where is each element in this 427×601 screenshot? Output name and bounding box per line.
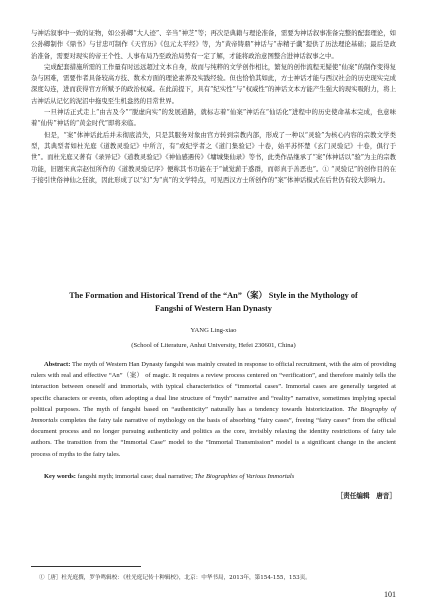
author-affiliation: (School of Literature, Anhui University, Hefei 230601, China) [131, 342, 296, 349]
keywords [31, 471, 396, 482]
page-number: 101 [384, 590, 396, 599]
abstract-label: Abstract: [44, 361, 71, 368]
english-title-line-2: Fangshi of Western Han Dynasty [155, 303, 272, 313]
chinese-body-text [31, 28, 396, 186]
paragraph-2: 完成配套措施所需的工作量有时远远超过文本自身，故而与纯粹的文学创作相比，繁复的创作流程无疑使“仙案”的制作变得复杂与困难，需要作者具备较高方技、数术方面的理论素养及实践经验。但也恰恰其如此，方士神话才能与西汉社会的历史现实完成深度勾连，进而获得官方所赋予的政治权威。在此前提下，具有“纪实性”与“权威性”的神话文本方能产生强大的现实吸附力，将上古神话从记忆的泥沼中拖曳至生机盎然的目常世界。 [31, 62, 396, 105]
english-title [31, 290, 396, 315]
abstract-book-title: The Biography of Immortals [31, 405, 396, 425]
paragraph-1: 与神话叙事中一致的证物，如公孙卿“大人迹”、辛当“神芝”等；再次是典籍与理论准备，需要为神话叙事准备完整的配套理论，如公孙卿制作《鼎书》与甘忠可制作《天官历》《包元太平经》等，为“黄帝铸鼎”神话与“赤精子谶”提供了历法理论基础；最后是政治准备，需要对现实的帝王个性、人事布局乃至政治局势有一定了解，才能将政治意图整合进神话叙事之中。 [31, 29, 396, 60]
keywords-label: Key words: [44, 473, 76, 480]
english-title-line-1: The Formation and Historical Trend of the “An”（案） Style in the Mythology of [69, 291, 358, 300]
author-name: YANG Ling-xiao [190, 327, 237, 334]
footnote-divider [31, 566, 141, 567]
page-content [31, 28, 396, 599]
paragraph-3: 一旦神话正式走上“由古及今”“脱虚向实”的发展道路，就标志着“仙案”神话在“仙话化”进程中的历史使命基本完成，也意味着“仙传”神话的“黄金时代”即将来临。 [31, 108, 396, 128]
keywords-text: fangshi myth; immortal case; dual narrative; [75, 473, 195, 480]
paragraph-4: 但是，“案”体神话此后并未彻底消失，只是其服务对象由官方转到宗教内部，形成了一种以“灵验”为核心内容的宗教文学类型，其典型者如杜光庭《道教灵验记》中所言，有“或纪学者之《道门集验记》十卷，始平苏怀楚《玄门灵验记》十卷，俱行于世”。而杜光庭又著有《录异记》《道教灵验记》《神仙感遇传》《墉城集仙录》等书，此类作品继承了“案”体神话以“验”为主的宗教功能，旧题宋真宗赵恒所作的《道教灵验记序》便称其书功能在于“诚觉薪于惑群，而彰真于善恶也”。① “灵验记”的创作目的在于接引世俗神仙之狂欲，因此形成了以“幻”为“真”的文学特点，可见西汉方士所创作的“案”体神话模式在后世仍有较大影响力。 [31, 130, 396, 184]
keywords-book-title: The Biographies of Various Immortals [194, 473, 295, 480]
footnote: ①［唐］杜光庭撰，罗争鸣辑校：《杜光庭记传十种辑校》，北京：中华书局，2013年，第154-155，153页。 [39, 575, 311, 581]
responsible-editor: ［责任编辑 唐音］ [336, 492, 396, 500]
abstract-text-b: completes the fairy tale narrative of mythology on the basis of absorbing “fairy cases”, freeing “fairy cases” from the official document process and no longer pursuing authenticity and politics as the core, invisibly relaxing the identity restrictions of fairy tale authors. The transition from the “Immortal Case” model to the “Immortal Transmission” model is a significant change in the ancient process of myths to the fairy tales. [31, 417, 396, 458]
abstract-text-a: The myth of Western Han Dynasty fangshi was mainly created in response to official recruitment, with the aim of providing rulers with real and effective “An”（案） of magic. It requires a review process centered on “verification”, and therefore mainly tells the interaction between oneself and immortals, with typical characteristics of “immortal cases”. Immortal cases are generally targeted at specific characters or events, often adopting a dual line structure of “myth” narrative and “reality” narrative, sometimes implying special political purposes. The myth of fangshi based on “authenticity” naturally has a tendency towards historicization. [31, 361, 396, 413]
english-abstract [31, 359, 396, 460]
